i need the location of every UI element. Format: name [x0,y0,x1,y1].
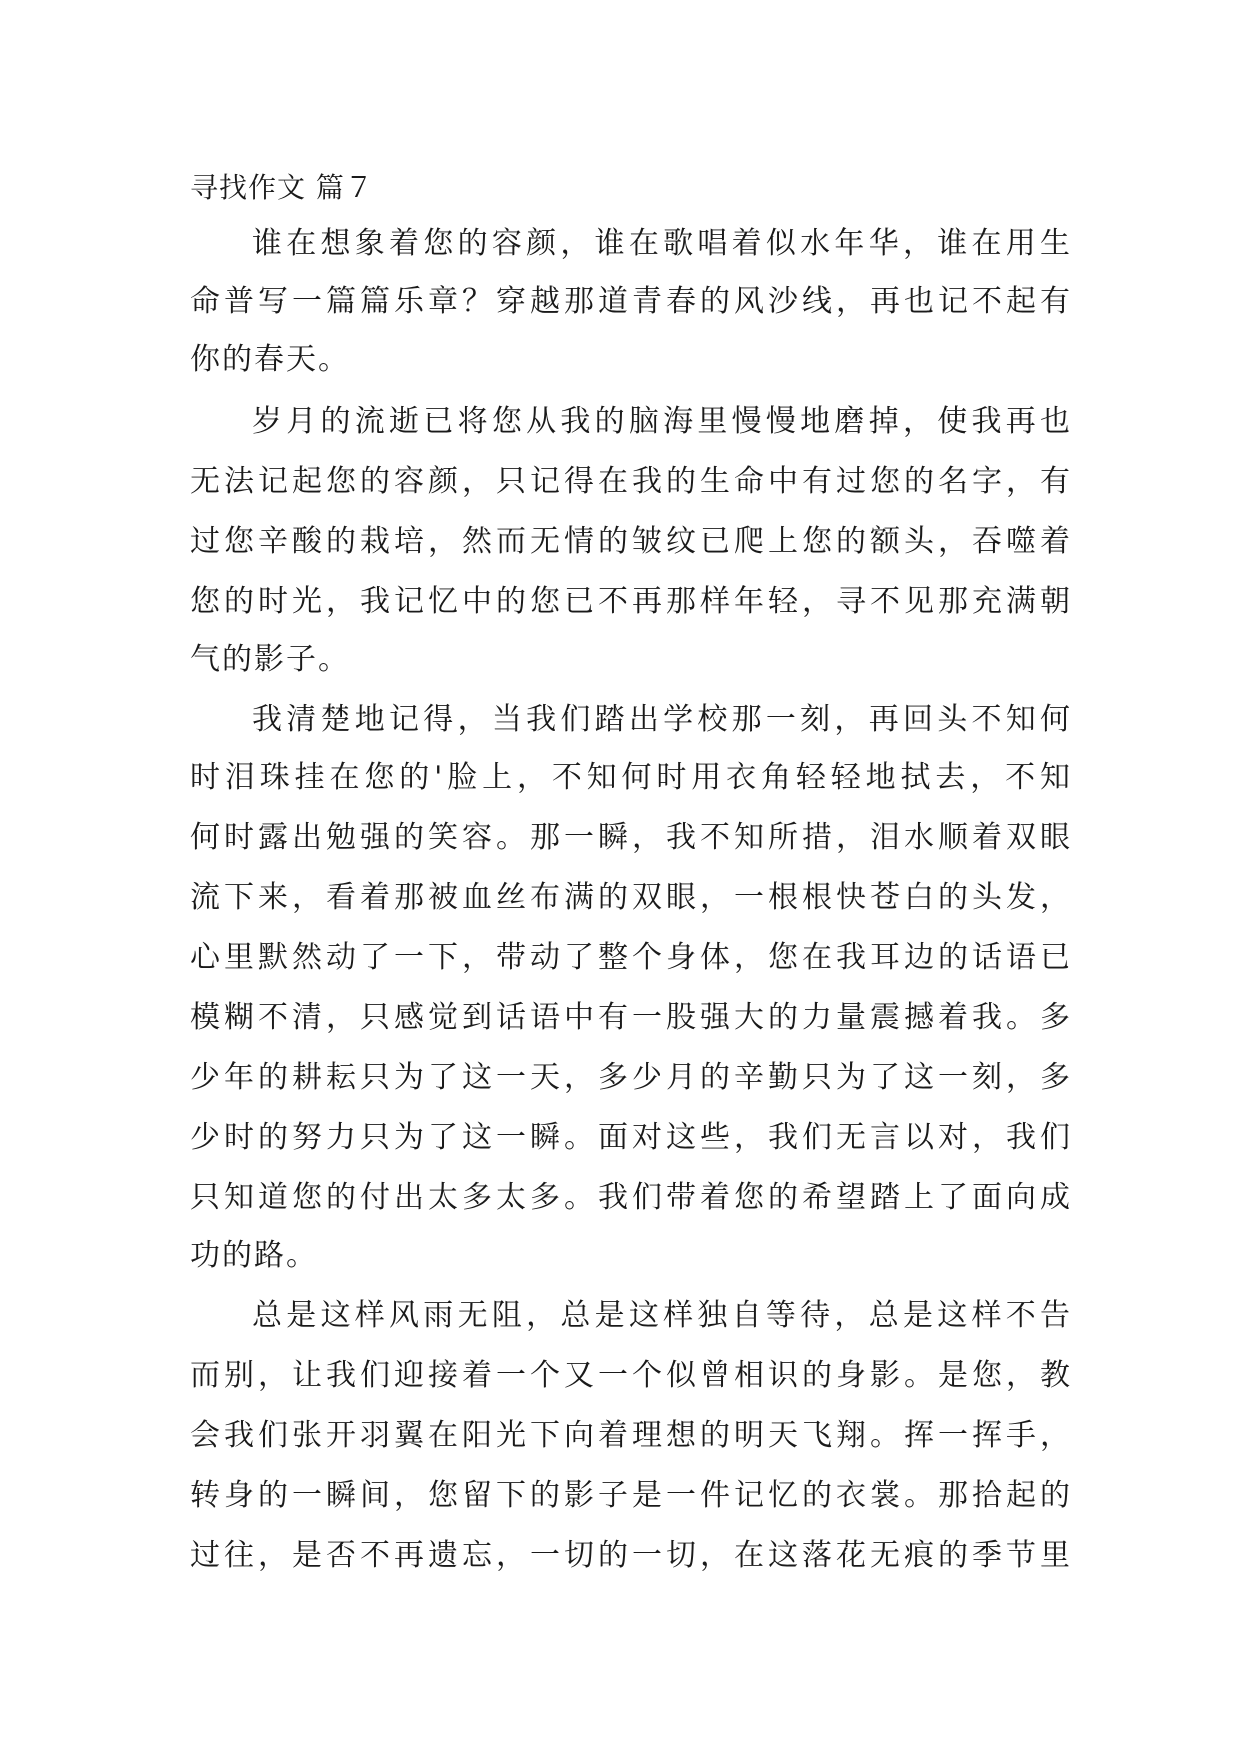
text-line: 会我们张开羽翼在阳光下向着理想的明天飞翔。挥一挥手， [190,1418,1070,1453]
text-line: 命普写一篇篇乐章？穿越那道青春的风沙线，再也记不起有 [190,284,1070,319]
text-line: 时泪珠挂在您的'脸上，不知何时用衣角轻轻地拭去，不知 [190,760,1070,795]
text-line: 而别，让我们迎接着一个又一个似曾相识的身影。是您，教 [190,1358,1070,1393]
text-line: 何时露出勉强的笑容。那一瞬，我不知所措，泪水顺着双眼 [190,820,1070,855]
text-line: 少时的努力只为了这一瞬。面对这些，我们无言以对，我们 [190,1120,1070,1155]
text-line: 转身的一瞬间，您留下的影子是一件记忆的衣裳。那拾起的 [190,1478,1070,1513]
text-line: 过您辛酸的栽培，然而无情的皱纹已爬上您的额头，吞噬着 [190,524,1070,559]
text-line: 你的春天。 [190,342,350,377]
text-line: 流下来，看着那被血丝布满的双眼，一根根快苍白的头发， [190,880,1070,915]
text-line: 气的影子。 [190,642,350,677]
text-line: 只知道您的付出太多太多。我们带着您的希望踏上了面向成 [190,1180,1070,1215]
text-line: 岁月的流逝已将您从我的脑海里慢慢地磨掉，使我再也 [252,404,1070,439]
text-line: 过往，是否不再遗忘，一切的一切，在这落花无痕的季节里 [190,1538,1070,1573]
text-line: 您的时光，我记忆中的您已不再那样年轻，寻不见那充满朝 [190,584,1070,619]
text-line: 模糊不清，只感觉到话语中有一股强大的力量震撼着我。多 [190,1000,1070,1035]
text-line: 谁在想象着您的容颜，谁在歌唱着似水年华，谁在用生 [252,226,1070,261]
text-line: 功的路。 [190,1238,318,1273]
text-line: 总是这样风雨无阻，总是这样独自等待，总是这样不告 [252,1298,1070,1333]
text-line: 我清楚地记得，当我们踏出学校那一刻，再回头不知何 [252,702,1070,737]
document-title: 寻找作文 篇７ [190,171,374,204]
text-line: 少年的耕耘只为了这一天，多少月的辛勤只为了这一刻，多 [190,1060,1070,1095]
text-line: 无法记起您的容颜，只记得在我的生命中有过您的名字，有 [190,464,1070,499]
text-line: 心里默然动了一下，带动了整个身体，您在我耳边的话语已 [190,940,1070,975]
